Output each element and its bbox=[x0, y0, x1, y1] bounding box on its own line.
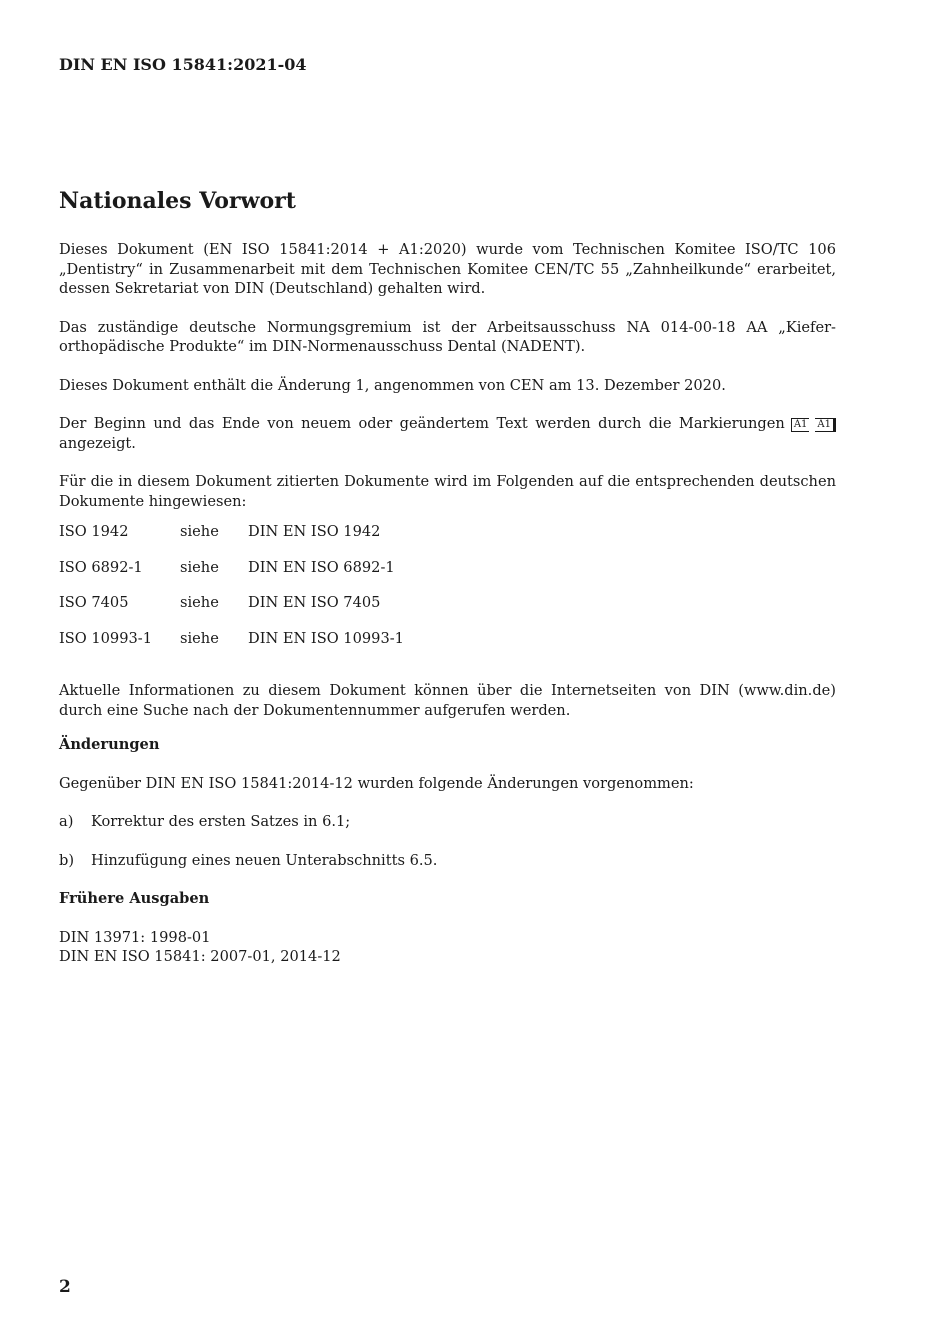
reference-din: DIN EN ISO 6892-1 bbox=[248, 558, 395, 576]
paragraph-references-intro: Für die in diesem Dokument zitierten Dokumente wird im Folgenden auf die entsprechenden deutschen Dokumente hingewiesen: bbox=[59, 473, 836, 510]
reference-row bbox=[59, 558, 836, 594]
reference-see: siehe bbox=[180, 629, 219, 647]
changes-heading: Änderungen bbox=[59, 736, 160, 754]
reference-see: siehe bbox=[180, 558, 219, 576]
reference-din: DIN EN ISO 7405 bbox=[248, 594, 381, 612]
paragraph-amendment: Dieses Dokument enthält die Änderung 1, angenommen von CEN am 13. Dezember 2020. bbox=[59, 376, 726, 394]
amendment-end-mark: A1 bbox=[815, 418, 836, 432]
page-number: 2 bbox=[59, 1277, 71, 1297]
list-item-text: Korrektur des ersten Satzes in 6.1; bbox=[91, 813, 351, 831]
page-title: Nationales Vorwort bbox=[59, 188, 296, 214]
document-body bbox=[59, 240, 836, 967]
list-item bbox=[59, 851, 836, 871]
list-item bbox=[59, 812, 836, 832]
reference-row bbox=[59, 593, 836, 629]
changes-intro: Gegenüber DIN EN ISO 15841:2014-12 wurden folgende Änderungen vorgenommen: bbox=[59, 774, 694, 792]
reference-row bbox=[59, 629, 836, 665]
reference-iso: ISO 7405 bbox=[59, 594, 129, 612]
previous-edition-line: DIN 13971: 1998-01 bbox=[59, 928, 211, 946]
reference-see: siehe bbox=[180, 594, 219, 612]
reference-see: siehe bbox=[180, 523, 219, 540]
paragraph-markings bbox=[59, 414, 836, 453]
reference-table bbox=[59, 522, 836, 664]
paragraph-online-info: Aktuelle Informationen zu diesem Dokument können über die Internetseiten von DIN (www.din.de) durch eine Suche nach der Dokumentennummer aufgerufen werden. bbox=[59, 682, 836, 719]
list-item-text: Hinzufügung eines neuen Unterabschnitts 6.5. bbox=[91, 851, 438, 869]
reference-iso: ISO 6892-1 bbox=[59, 558, 143, 576]
reference-row bbox=[59, 522, 836, 558]
previous-edition-line: DIN EN ISO 15841: 2007-01, 2014-12 bbox=[59, 948, 341, 966]
list-item-label: b) bbox=[59, 851, 75, 869]
previous-editions-heading: Frühere Ausgaben bbox=[59, 890, 210, 908]
reference-din: DIN EN ISO 1942 bbox=[248, 523, 381, 540]
markings-tail: angezeigt. bbox=[59, 434, 136, 452]
reference-iso: ISO 1942 bbox=[59, 523, 129, 540]
reference-din: DIN EN ISO 10993-1 bbox=[248, 629, 404, 647]
markings-text: Der Beginn und das Ende von neuem oder geändertem Text werden durch die Markierungen bbox=[59, 415, 785, 432]
amendment-start-mark: A1 bbox=[791, 418, 810, 432]
document-header-id: DIN EN ISO 15841:2021-04 bbox=[59, 55, 307, 74]
list-item-label: a) bbox=[59, 813, 74, 831]
paragraph-working-committee: Das zuständige deutsche Normungsgremium ist der Arbeitsausschuss NA 014-00-18 AA „Kiefer-orthopädische Produkte“ im DIN-Normenausschuss Dental (NADENT). bbox=[59, 318, 836, 355]
reference-iso: ISO 10993-1 bbox=[59, 629, 153, 647]
paragraph-committee: Dieses Dokument (EN ISO 15841:2014 + A1:2020) wurde vom Technischen Komitee ISO/TC 106 „Dentistry“ in Zusammenarbeit mit dem Technischen Komitee CEN/TC 55 „Zahnheilkunde“ erarbeitet, dessen Sekretariat von DIN (Deutschland) gehalten wird. bbox=[59, 241, 836, 297]
